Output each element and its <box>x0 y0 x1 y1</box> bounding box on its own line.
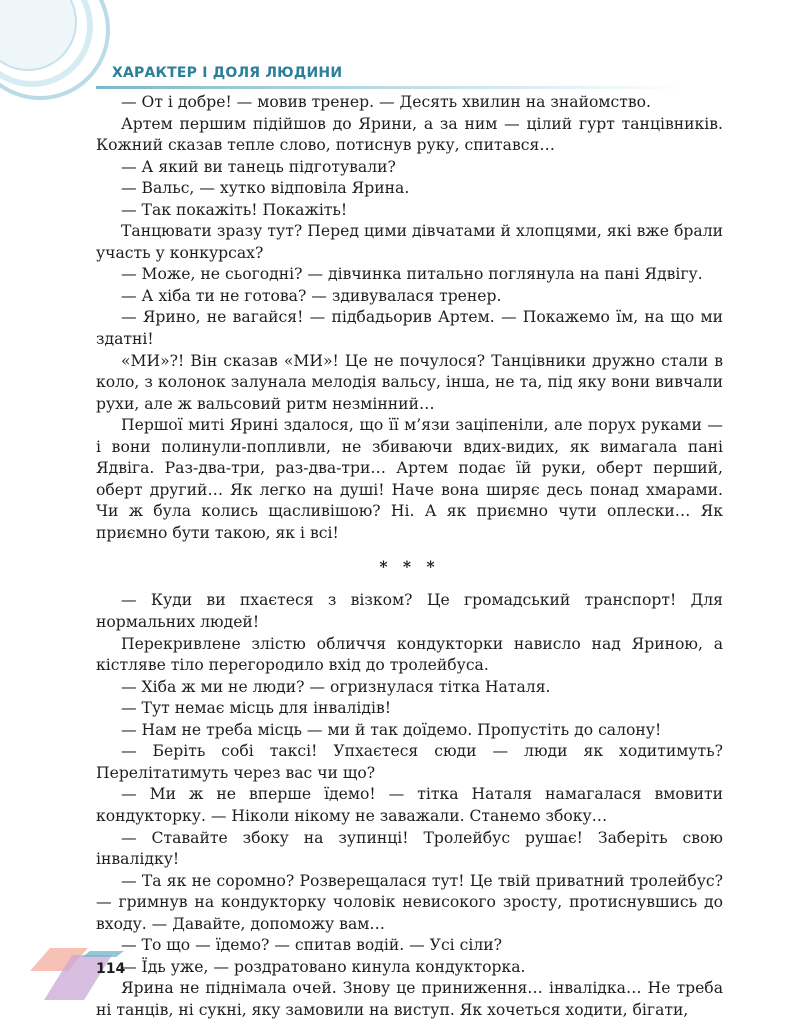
section-separator: * * * <box>379 557 440 577</box>
paragraph: — А який ви танець підготували? <box>121 157 396 176</box>
paragraph: — Вальс, — хутко відповіла Ярина. <box>121 179 410 198</box>
paragraph: — Хіба ж ми не люди? — огризнулася тітка Наталя. <box>121 677 551 696</box>
paragraph: — То що — їдемо? — спитав водій. — Усі сіли? <box>121 936 503 955</box>
paragraph: — Ставайте збоку на зупинці! Тролейбус рушає! Заберіть свою інвалідку! <box>96 828 723 869</box>
paragraph: — Тут немає місць для інвалідів! <box>121 699 392 718</box>
paragraph: — Та як не соромно? Розверещалася тут! Це твій приватний тролейбус? — гримнув на кондукторку чоловік невисокого зросту, протиснувшись до входу. — Давайте, допоможу вам… <box>96 871 723 933</box>
paragraph: Перекривлене злістю обличчя кондукторки нависло над Яриною, а кістляве тіло перегородило вхід до тролейбуса. <box>96 634 723 675</box>
paragraph: — Беріть собі таксі! Упхаєтеся сюди — люди як ходитимуть? Перелітатимуть через вас чи що? <box>96 742 723 782</box>
paragraph: — Ярино, не вагайся! — підбадьорив Артем. — Покажемо їм, на що ми здатні! <box>96 308 723 349</box>
paragraph: «МИ»?! Він сказав «МИ»! Це не почулося? Танцівники дружно стали в коло, з колонок залунала мелодія вальсу, інша, не та, під яку вони вивчали рухи, але ж вальсовий ритм незмінний… <box>96 351 723 413</box>
header-underline <box>96 86 686 89</box>
paragraph: Танцювати зразу тут? Перед цими дівчатами й хлопцями, які вже брали участь у конкурсах? <box>96 222 723 262</box>
paragraph: — От і добре! — мовив тренер. — Десять хвилин на знайомство. <box>121 93 651 111</box>
paragraph: — Куди ви пхаєтеся з візком? Це громадський транспорт! Для нормальних людей! <box>96 591 723 632</box>
chapter-title: ХАРАКТЕР І ДОЛЯ ЛЮДИНИ <box>112 65 343 81</box>
page-number: 114 <box>96 961 126 977</box>
page-text <box>96 92 723 1021</box>
paragraph: — Нам не треба місць — ми й так доїдемо. Пропустіть до салону! <box>121 720 662 739</box>
paragraph: — А хіба ти не готова? — здивувалася тренер. <box>121 286 502 305</box>
paragraph: — Ми ж не вперше їдемо! — тітка Наталя намагалася вмовити кондукторку. — Ніколи нікому не заважали. Станемо збоку… <box>96 785 723 825</box>
paragraph: Першої миті Ярині здалося, що її м’язи заціпеніли, але порух руками — і вони полинули-попливли, не збиваючи вдих-видих, як вимагала пані Ядвіга. Раз-два-три, раз-два-три… Артем подає їй руки, оберт перший, оберт другий… Як легко на душі! Наче вона ширяє десь понад хмарами. Чи ж була колись щасливішою? Ні. А як приємно чути оплески… Як приємно бути такою, як і всі! <box>96 416 723 542</box>
paragraph: — Може, не сьогодні? — дівчинка питально поглянула на пані Ядвігу. <box>121 265 703 284</box>
paragraph: Артем першим підійшов до Ярини, а за ним — цілий гурт танцівників. Кожний сказав тепле слово, потиснув руку, спитався… <box>96 114 723 155</box>
paragraph: — Так покажіть! Покажіть! <box>121 200 348 219</box>
paragraph: — Їдь уже, — роздратовано кинула кондукторка. <box>121 957 526 976</box>
paragraph: Ярина не піднімала очей. Знову це приниження… інвалідка… Не треба ні танців, ні сукні, яку замовили на виступ. Як хочеться ходити, бігати, <box>96 979 723 1019</box>
